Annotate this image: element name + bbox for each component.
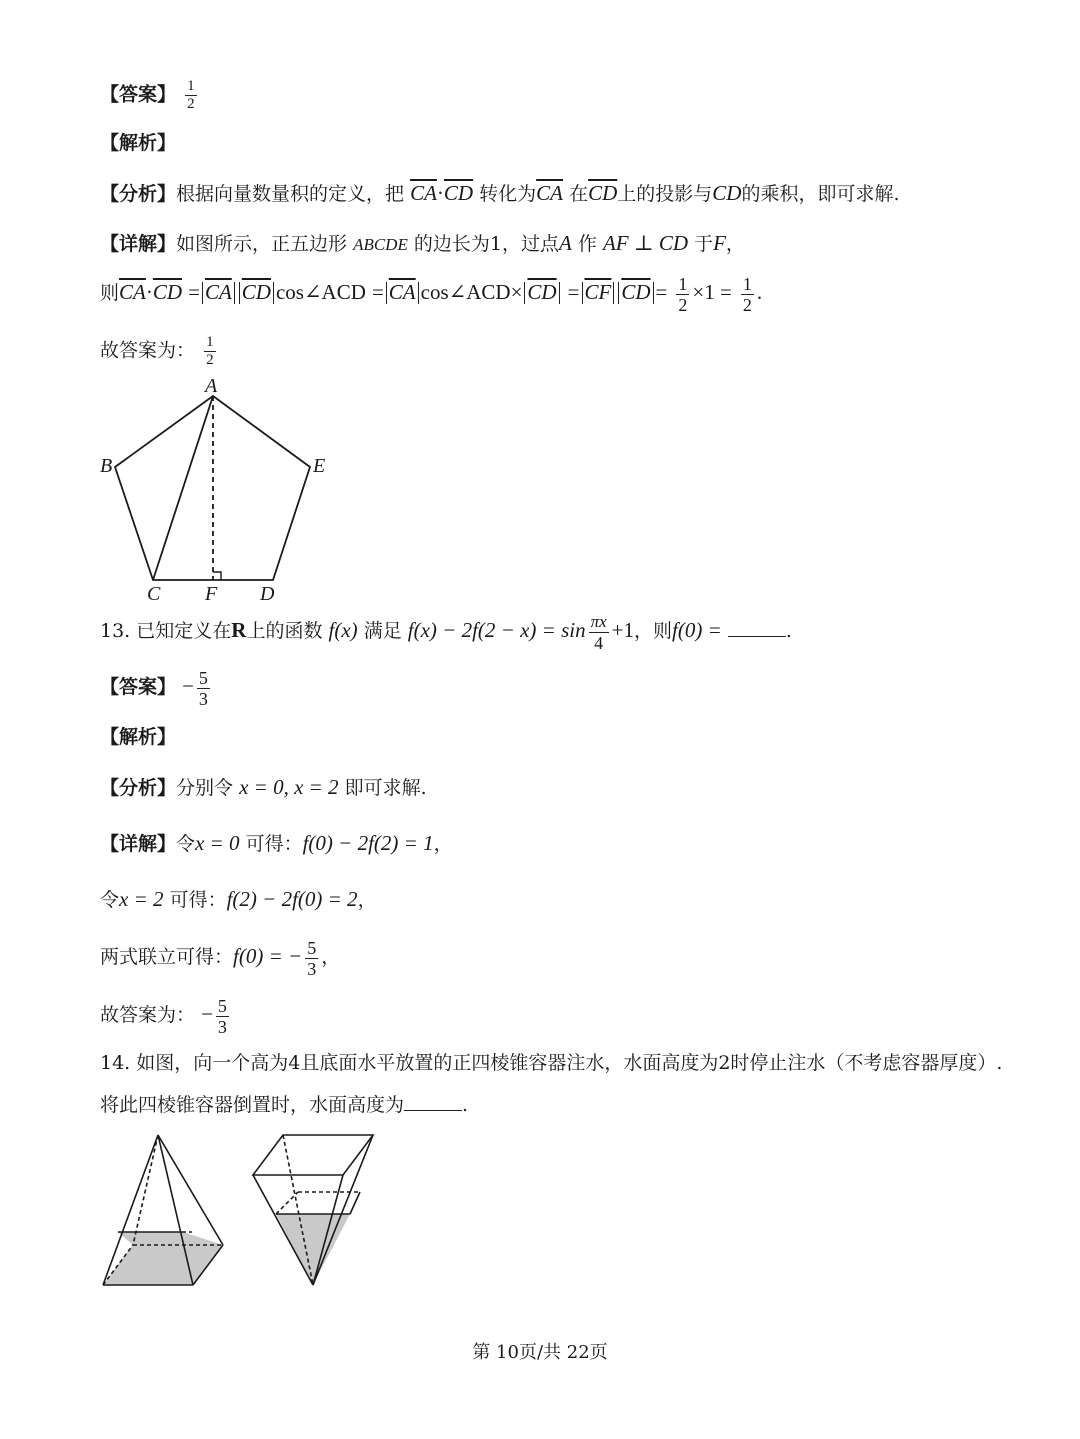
label-d: D [260, 583, 275, 604]
q13-combined-eq: 两式联立可得：f(0) = − $\frac{5}{3}$ ， [100, 937, 341, 979]
answer-fraction: $\frac{1}{2}$ [187, 78, 195, 112]
right-angle-mark [213, 572, 221, 580]
q12-final-answer: 故答案为： $\frac{1}{2}$ [100, 334, 214, 368]
q13-second-eq: 令x = 2 可得：f(2) − 2f(0) = 2， [100, 887, 377, 911]
answer-tag: 【答案】 [100, 83, 177, 106]
label-f: F [205, 583, 218, 604]
inverted-pyramid [253, 1135, 373, 1285]
q14-question-line2: 将此四棱锥容器倒置时，水面高度为 . [100, 1090, 468, 1120]
q13-question: 13. 已知定义在R上的函数 f(x) 满足 f(x) − 2f(2 − x) = sin $\frac{\pi x}{4}$ +1，则f(0) = . [100, 611, 792, 653]
q14-question-line1: 14. 如图，向一个高为4且底面水平放置的正四棱锥容器注水，水面高度为2时停止注水（不考虑容器厚度）. [100, 1052, 1003, 1074]
pyramid-figures [98, 1130, 388, 1295]
label-e: E [313, 455, 326, 477]
label-a: A [205, 375, 218, 397]
q13-xiangjie-line: 【详解】令x = 0 可得：f(0) − 2f(2) = 1， [100, 831, 453, 855]
page-footer: 第 10页/共 22页 [472, 1342, 608, 1363]
q13-fenxi-line: 【分析】分别令 x = 0, x = 2 即可求解. [100, 775, 427, 799]
result-fraction: $\frac{1}{2}$ [742, 273, 752, 315]
label-b: B [100, 455, 113, 477]
q13-analysis-tag: 【解析】 [100, 726, 177, 748]
q13-final-answer: 故答案为： − $\frac{5}{3}$ [100, 995, 227, 1037]
q12-fenxi-line: 【分析】根据向量数量积的定义，把 $\overline{CA}\cdot\overline{CD}$ 转化为$\overline{CA}$ 在$\overline{CD}$上的投影与CD的乘积，即可求解. [100, 181, 900, 205]
inverted-water-body [276, 1214, 350, 1285]
half-fraction: $\frac{1}{2}$ [678, 273, 688, 315]
upright-pyramid [103, 1135, 223, 1285]
q12-equation-line: 则$\overline{CA}\cdot\overline{CD} = \overline{CA}$ $\overline{CD}$ cos∠ACD = $\overline{CA}$ cos∠ACD× $\overline{CD} = \overline{CF}$ $\overline{CD}$ = $\frac{1}{2}$ ×1 = $\frac{1}{2}$ . [100, 273, 763, 315]
segment-ac [153, 396, 213, 580]
pi-x-over-4: $\frac{\pi x}{4}$ [590, 611, 607, 653]
answer-blank-13[interactable] [728, 616, 786, 637]
q12-answer-line [100, 78, 200, 113]
q13-answer-line: 【答案】 − $\frac{5}{3}$ [100, 667, 208, 709]
answer-blank-14[interactable] [404, 1090, 462, 1111]
q12-analysis-tag: 【解析】 [100, 132, 177, 154]
upright-water-body [103, 1232, 223, 1285]
q12-xiangjie-line: 【详解】如图所示，正五边形 ABCDE 的边长为1，过点A 作 AF ⊥ CD 于F， [100, 231, 745, 255]
label-c: C [147, 583, 161, 604]
pentagon-figure [95, 372, 345, 604]
